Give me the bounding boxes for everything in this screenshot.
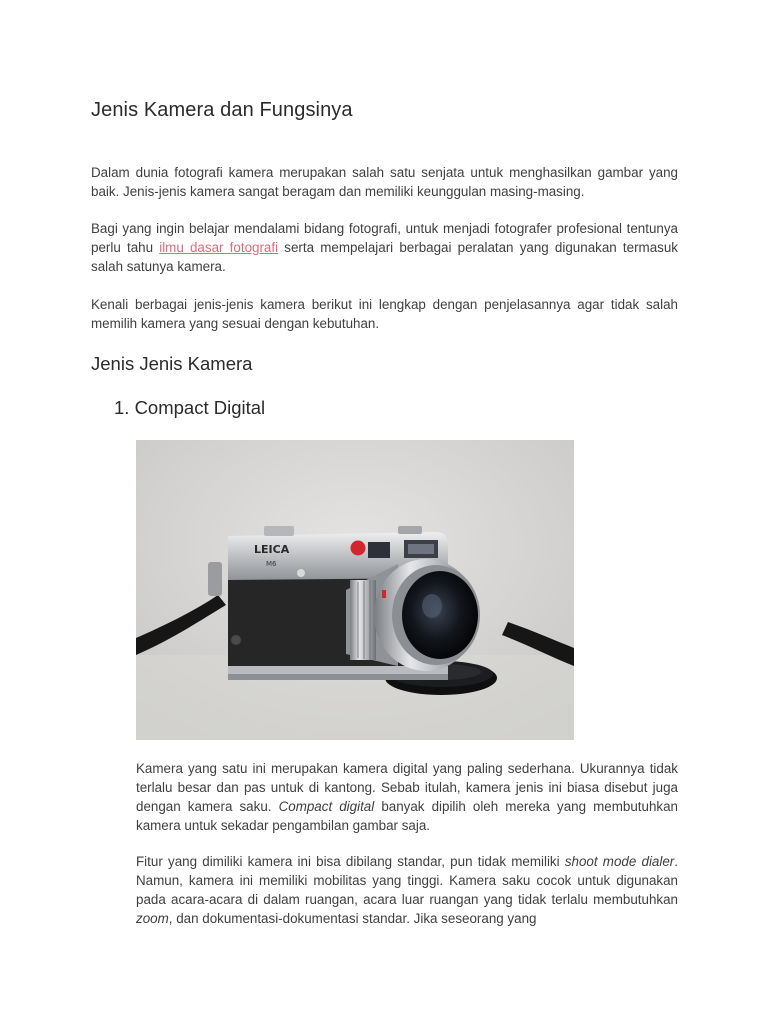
body-1-text-a: Kamera yang satu ini merupakan kamera digital yang paling sederhana. Ukurannya tidak terlalu besar dan pas untuk di kantong. Sebab itulah, kamera jenis ini biasa disebut juga dengan kamera saku. [136, 761, 678, 814]
body-paragraph-1 [136, 759, 678, 835]
red-dot-logo [351, 541, 366, 556]
intro-2-text-before: Bagi yang ingin belajar mendalami bidang fotografi, untuk menjadi fotografer profesional tentunya perlu tahu [91, 221, 678, 255]
article-title: Jenis Kamera dan Fungsinya [91, 99, 353, 121]
intro-2-text-after: serta mempelajari berbagai peralatan yang digunakan termasuk salah satunya kamera. [91, 240, 678, 274]
intro-paragraph-1: Dalam dunia fotografi kamera merupakan salah satu senjata untuk menghasilkan gambar yang baik. Jenis-jenis kamera sangat beragam dan memiliki keunggulan masing-masing. [91, 165, 678, 199]
body-2-text-a: Fitur yang dimiliki kamera ini bisa dibilang standar, pun tidak memiliki [136, 854, 565, 869]
ilmu-dasar-fotografi-link[interactable]: ilmu dasar fotografi [159, 240, 279, 255]
body-2-text-c: , dan dokumentasi-dokumentasi standar. Jika seseorang yang [168, 911, 537, 926]
intro-paragraph-3: Kenali berbagai jenis-jenis kamera berikut ini lengkap dengan penjelasannya agar tidak salah memilih kamera yang sesuai dengan kebutuhan. [91, 297, 678, 331]
camera-model-label: M6 [266, 560, 277, 568]
body-1-emphasis: Compact digital [278, 799, 375, 814]
body-2-emphasis-1: shoot mode dialer [564, 854, 675, 869]
camera-photo [136, 440, 574, 740]
camera-brand-label: LEICA [254, 543, 290, 556]
body-1-text-b: banyak dipilih oleh mereka yang membutuhkan kamera untuk sekadar pengambilan gambar saja. [136, 799, 678, 833]
body-2-text-b: . Namun, kamera ini memiliki mobilitas yang tinggi. Kamera saku cocok untuk digunakan pada acara-acara di dalam ruangan, acara luar ruangan yang tidak terlalu membutuhkan [136, 854, 678, 907]
body-2-emphasis-2: zoom [136, 911, 169, 926]
section-title: Jenis Jenis Kamera [91, 353, 253, 374]
subsection-title: 1. Compact Digital [114, 397, 266, 418]
body-paragraph-2 [136, 852, 678, 928]
intro-paragraph-2 [91, 219, 678, 276]
